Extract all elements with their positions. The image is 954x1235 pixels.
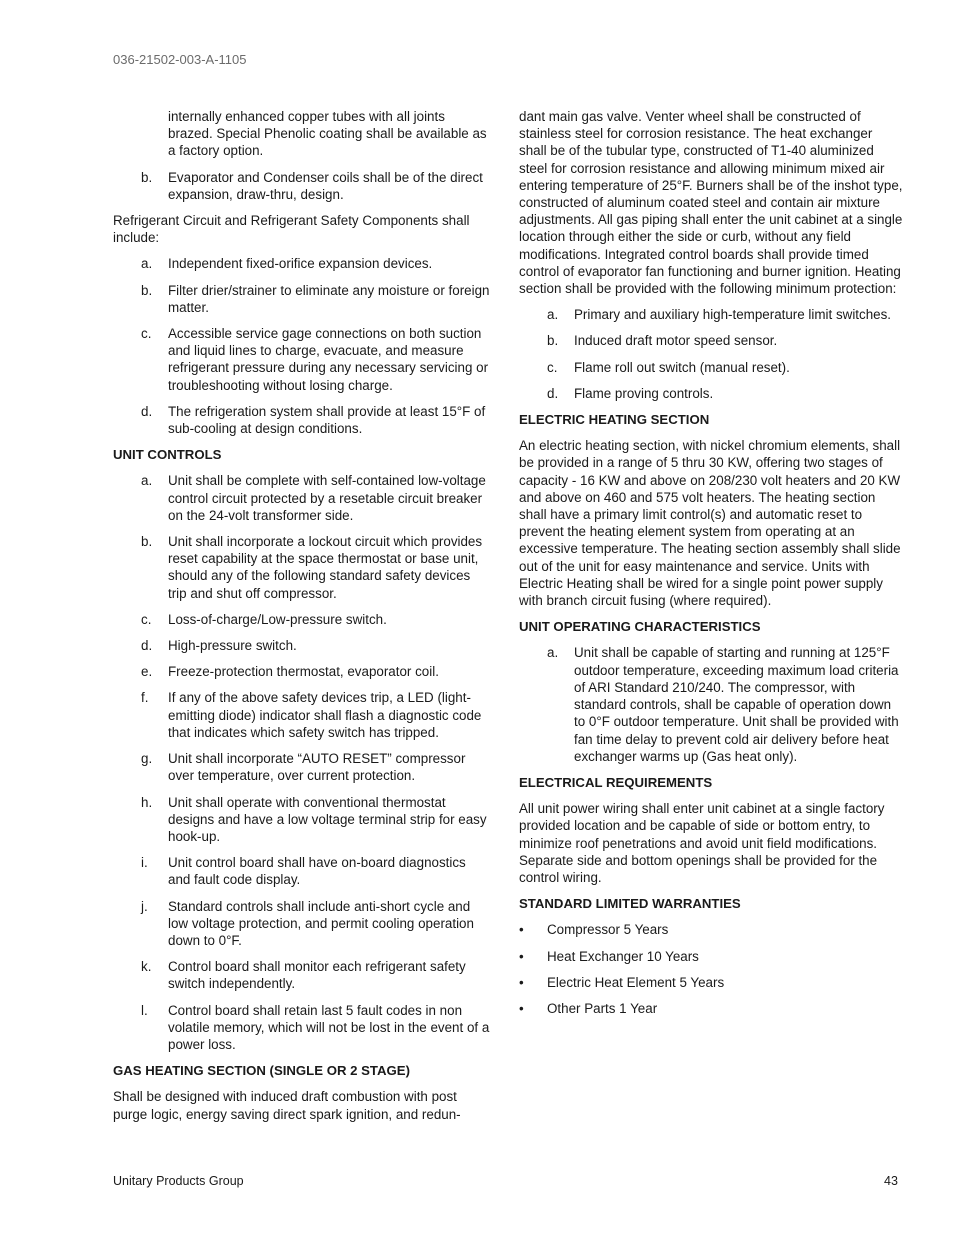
list-marker: d. xyxy=(547,385,559,401)
list-item xyxy=(113,169,491,203)
operating-characteristics-heading: UNIT OPERATING CHARACTERISTICS xyxy=(519,619,761,635)
warranties-heading: STANDARD LIMITED WARRANTIES xyxy=(519,896,741,912)
list-item xyxy=(519,644,903,764)
gas-heating-continuation: dant main gas valve. Venter wheel shall be constructed of stainless steel for corrosion resistance. The heat exchanger shall be of the tubular type, constructed of T1-40 aluminized steel for corrosion resistance and allowing minimum mixed air entering temperature of 25°F. Burners shall be of the inshot type, constructed of aluminum coated steel and contain air mixture adjustments. All gas piping shall enter the unit cabinet at a single location through either the side or curb, without any field modifications. Integrated control boards shall provide timed control of evaporator fan functioning and burner ignition. Heating section shall be provided with the following minimum protection: xyxy=(519,109,903,297)
list-marker: g. xyxy=(141,751,153,767)
list-item-text: Independent fixed-orifice expansion devices. xyxy=(168,256,433,272)
list-marker: h. xyxy=(141,794,153,810)
list-item-text: Standard controls shall include anti-short cycle and low voltage protection, and permit cooling operation down to 0°F. xyxy=(168,898,474,948)
warranties-list xyxy=(519,921,903,1017)
list-item xyxy=(519,385,903,402)
list-marker: a. xyxy=(141,473,153,489)
list-item xyxy=(113,282,491,316)
operating-characteristics-list xyxy=(519,644,903,764)
list-item xyxy=(519,948,903,965)
list-item xyxy=(113,794,491,846)
unit-controls-list xyxy=(113,472,491,1053)
footer-publisher: Unitary Products Group xyxy=(113,1174,244,1188)
list-marker: • xyxy=(519,974,524,990)
list-item xyxy=(113,854,491,888)
list-marker: a. xyxy=(141,256,153,272)
list-item xyxy=(113,898,491,950)
list-item-text: Induced draft motor speed sensor. xyxy=(574,333,778,349)
list-item-text: Flame proving controls. xyxy=(574,385,714,401)
gas-protection-list xyxy=(519,306,903,402)
list-item-text: Loss-of-charge/Low-pressure switch. xyxy=(168,611,387,627)
list-item-text: Unit shall be capable of starting and running at 125°F outdoor temperature, exceeding maximum load criteria of ARI Standard 210/240. The compressor, with standard controls, shall be capable of operation down to 0°F outdoor temperature. Unit shall be provided with fan time delay to prevent cold air delivery before heat exchanger warms up (Gas heat only). xyxy=(574,645,899,764)
document-id: 036-21502-003-A-1105 xyxy=(113,52,247,67)
list-marker: a. xyxy=(547,645,559,661)
unit-controls-heading: UNIT CONTROLS xyxy=(113,447,222,463)
list-marker: b. xyxy=(141,282,153,298)
list-marker: c. xyxy=(141,611,152,627)
list-item-text: Compressor 5 Years xyxy=(547,922,669,938)
electric-heating-text: An electric heating section, with nickel chromium elements, shall be provided in a range of 5 thru 30 KW, offering two stages of capacity - 16 KW and above on 208/230 volt heaters and 20 KW and above on 460 and 575 volt heaters. The heating section shall have a primary limit control(s) and automatic reset to prevent the heating element system from operating at an excessive temperature. The heating section assembly shall slide out of the unit for easy maintenance and service. Units with Electric Heating shall be wired for a single point power supply with branch circuit fusing (where required). xyxy=(519,438,901,609)
list-item xyxy=(113,611,491,628)
list-item xyxy=(113,533,491,602)
left-column xyxy=(113,108,491,1132)
refrigerant-list xyxy=(113,255,491,437)
list-marker: • xyxy=(519,948,524,964)
list-item xyxy=(113,637,491,654)
list-marker: d. xyxy=(141,403,153,419)
electrical-requirements-text: All unit power wiring shall enter unit cabinet at a single factory provided location and be capable of side or bottom entry, to minimize roof penetrations and avoid unit field modifications. Separate side and bottom openings shall be provided for the control wiring. xyxy=(519,801,885,885)
list-item-text: High-pressure switch. xyxy=(168,638,297,654)
list-item-text: Electric Heat Element 5 Years xyxy=(547,974,725,990)
list-item xyxy=(519,974,903,991)
list-item-text: Flame roll out switch (manual reset). xyxy=(574,359,790,375)
list-item xyxy=(113,472,491,524)
list-item-text: Evaporator and Condenser coils shall be of the direct expansion, draw-thru, design. xyxy=(168,169,483,202)
list-item xyxy=(519,1000,903,1017)
list-marker: l. xyxy=(141,1002,148,1018)
list-item-text: Primary and auxiliary high-temperature limit switches. xyxy=(574,307,892,323)
list-item xyxy=(113,958,491,992)
list-marker: • xyxy=(519,1000,524,1016)
list-marker: b. xyxy=(547,333,559,349)
list-item-text: Filter drier/strainer to eliminate any moisture or foreign matter. xyxy=(168,282,490,315)
list-item-text: Unit shall incorporate a lockout circuit which provides reset capability at the space thermostat or base unit, should any of the following standard safety devices trip and shut off compressor. xyxy=(168,534,483,601)
list-item-text: Other Parts 1 Year xyxy=(547,1000,658,1016)
list-item xyxy=(519,306,903,323)
list-item xyxy=(519,921,903,938)
gas-heating-heading: GAS HEATING SECTION (SINGLE OR 2 STAGE) xyxy=(113,1063,410,1079)
list-marker: b. xyxy=(141,534,153,550)
list-marker: j. xyxy=(141,898,148,914)
refrigerant-intro: Refrigerant Circuit and Refrigerant Safety Components shall include: xyxy=(113,213,470,246)
list-item xyxy=(519,359,903,376)
list-item xyxy=(519,332,903,349)
gas-heating-text: Shall be designed with induced draft combustion with post purge logic, energy saving direct spark ignition, and redun- xyxy=(113,1089,461,1122)
list-item xyxy=(113,689,491,741)
list-marker: d. xyxy=(141,638,153,654)
list-item xyxy=(113,325,491,394)
list-marker: a. xyxy=(547,307,559,323)
list-marker: f. xyxy=(141,690,149,706)
list-marker: k. xyxy=(141,959,152,975)
list-item-text: Heat Exchanger 10 Years xyxy=(547,948,699,964)
coil-continuation-text: internally enhanced copper tubes with all joints brazed. Special Phenolic coating shall be available as a factory option. xyxy=(168,109,487,159)
page-number: 43 xyxy=(884,1174,898,1188)
list-item-text: If any of the above safety devices trip, a LED (light-emitting diode) indicator shall flash a diagnostic code that indicates which safety switch has tripped. xyxy=(168,690,482,740)
list-marker: b. xyxy=(141,169,153,185)
list-item xyxy=(113,1002,491,1054)
coil-list xyxy=(113,169,491,203)
list-item xyxy=(113,255,491,272)
list-item xyxy=(113,663,491,680)
list-item xyxy=(113,750,491,784)
list-item-text: Accessible service gage connections on both suction and liquid lines to charge, evacuate, and measure refrigerant pressure during any necessary servicing or troubleshooting without losing charge. xyxy=(168,326,489,393)
right-column xyxy=(519,108,903,1026)
list-marker: • xyxy=(519,922,524,938)
list-marker: c. xyxy=(141,326,152,342)
electric-heating-heading: ELECTRIC HEATING SECTION xyxy=(519,412,710,428)
list-item-text: Unit shall be complete with self-contained low-voltage control circuit protected by a resetable circuit breaker on the 24-volt transformer side. xyxy=(168,473,486,523)
list-marker: i. xyxy=(141,855,148,871)
list-item-text: Control board shall monitor each refrigerant safety switch independently. xyxy=(168,959,466,992)
list-item xyxy=(113,403,491,437)
list-item-text: Control board shall retain last 5 fault codes in non volatile memory, which will not be lost in the event of a power loss. xyxy=(168,1002,490,1052)
list-marker: e. xyxy=(141,664,153,680)
list-item-text: Freeze-protection thermostat, evaporator coil. xyxy=(168,664,439,680)
list-item-text: Unit shall incorporate “AUTO RESET” compressor over temperature, over current protection. xyxy=(168,751,466,784)
list-item-text: Unit control board shall have on-board diagnostics and fault code display. xyxy=(168,855,466,888)
list-item-text: The refrigeration system shall provide at least 15°F of sub-cooling at design conditions. xyxy=(168,403,486,437)
electrical-requirements-heading: ELECTRICAL REQUIREMENTS xyxy=(519,774,713,790)
list-item-text: Unit shall operate with conventional thermostat designs and have a low voltage terminal strip for easy hook-up. xyxy=(168,794,487,844)
list-marker: c. xyxy=(547,359,558,375)
